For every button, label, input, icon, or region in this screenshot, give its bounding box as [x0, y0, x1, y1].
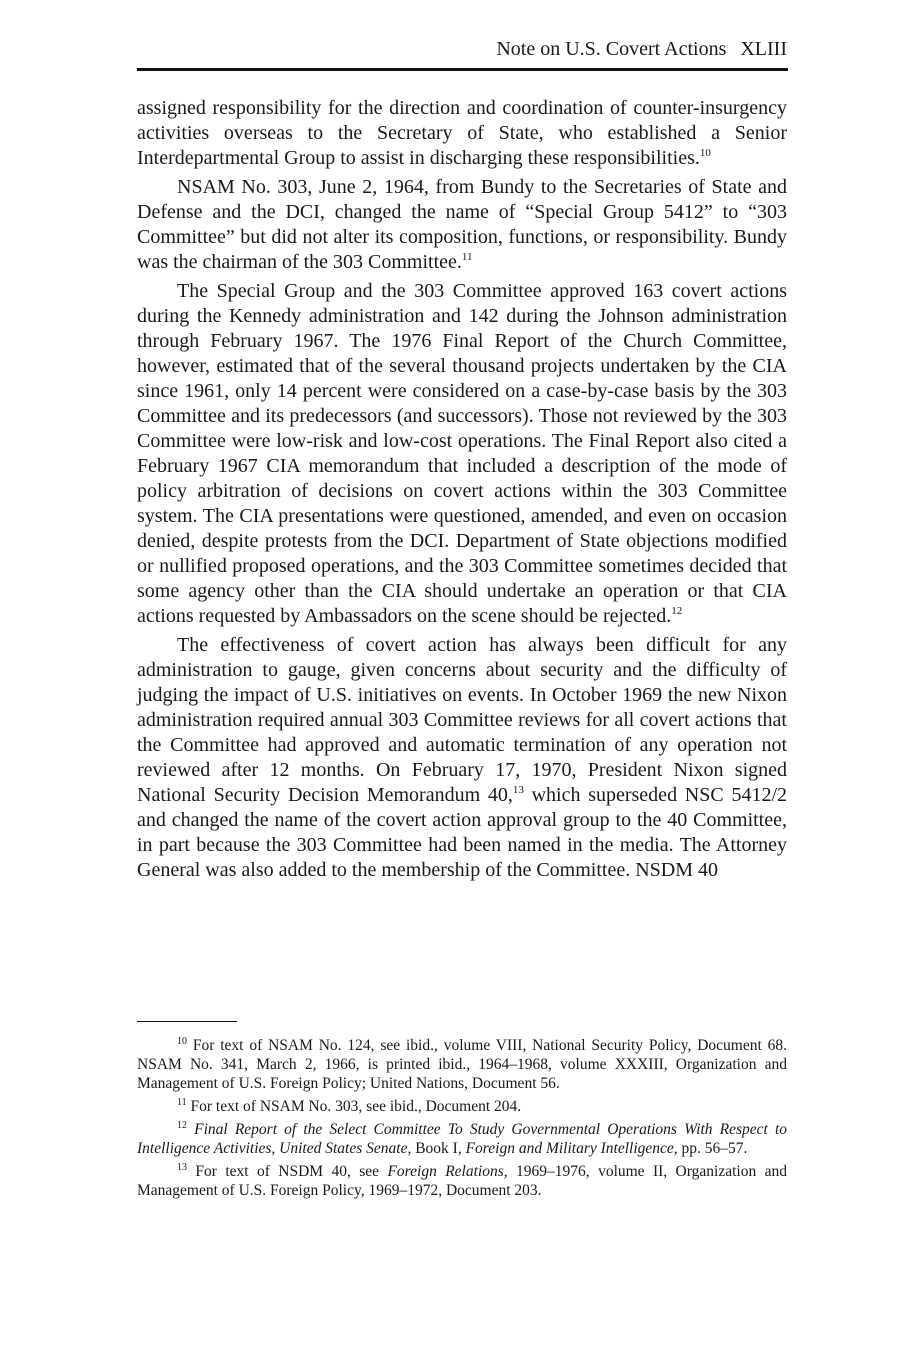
footnote-number: 11: [177, 1097, 187, 1108]
footnote-ref-13[interactable]: 13: [512, 784, 524, 796]
page-number: XLIII: [740, 38, 787, 60]
paragraph-1: assigned responsibility for the direction and coordination of counter-insurgency activities overseas to the Secretary of State, who established a Senior Interdepartmental Group to assist in discharging these responsibilities.$^{10}$: [137, 97, 787, 169]
running-header: [137, 38, 787, 64]
footnote-ref-11[interactable]: 11: [461, 251, 473, 263]
footnote-11: $^{11}$ For text of NSAM No. 303, see ibid., Document 204.: [177, 1097, 522, 1115]
header-rule: [137, 68, 788, 71]
footnote-13: $^{13}$ For text of NSDM 40, see Foreign Relations, 1969–1976, volume II, Organization and Management of U.S. Foreign Policy, 1969–1972, Document 203.: [137, 1162, 787, 1199]
footnote-number: 13: [177, 1162, 187, 1173]
footnote-ref-12[interactable]: 12: [671, 605, 683, 617]
paragraph-3: The Special Group and the 303 Committee approved 163 covert actions during the Kennedy administration and 142 during the Johnson administration through February 1967. The 1976 Final Report of the Church Committee, however, estimated that of the several thousand projects undertaken by the CIA since 1961, only 14 percent were considered on a case-by-case basis by the 303 Committee and its predecessors (and successors). Those not reviewed by the 303 Committee were low-risk and low-cost operations. The Final Report also cited a February 1967 CIA memorandum that included a description of the mode of policy arbitration of decisions on covert actions within the 303 Committee system. The CIA presentations were questioned, amended, and even on occasion denied, despite protests from the DCI. Department of State objections modified or nullified proposed operations, and the 303 Committee sometimes decided that some agency other than the CIA should undertake an operation or that CIA actions requested by Ambassadors on the scene should be rejected.$^{12}$: [137, 280, 787, 627]
footnote-number: 10: [177, 1036, 187, 1047]
running-title: Note on U.S. Covert Actions: [496, 38, 727, 60]
footnote-10: $^{10}$ For text of NSAM No. 124, see ibid., volume VIII, National Security Policy, Document 68. NSAM No. 341, March 2, 1966, is printed ibid., 1964–1968, volume XXXIII, Organization and Management of U.S. Foreign Policy; United Nations, Document 56.: [137, 1036, 788, 1092]
footnote-rule: [137, 1021, 237, 1022]
paragraph-2: NSAM No. 303, June 2, 1964, from Bundy to the Secretaries of State and Defense and the DCI, changed the name of “Special Group 5412” to “303 Committee” but did not alter its composition, functions, or responsibility. Bundy was the chairman of the 303 Committee.$^{11}$: [137, 176, 787, 273]
body-text: [137, 96, 787, 887]
footnote-12: $^{12}$ Final Report of the Select Committee To Study Governmental Operations With Respect to Intelligence Activities, United States Senate, Book I, Foreign and Military Intelligence, pp. 56–57.: [137, 1120, 788, 1157]
footnote-number: 12: [177, 1120, 187, 1131]
footnotes: [137, 1036, 787, 1204]
paragraph-4: The effectiveness of covert action has always been difficult for any administration to gauge, given concerns about security and the difficulty of judging the impact of U.S. initiatives on events. In October 1969 the new Nixon administration required annual 303 Committee reviews for all covert actions that the Committee had approved and automatic termination of any operation not reviewed after 12 months. On February 17, 1970, President Nixon signed National Security Decision Memorandum 40,13 which superseded NSC 5412/2 and changed the name of the covert action approval group to the 40 Committee, in part because the 303 Committee had been named in the media. The Attorney General was also added to the membership of the Committee. NSDM 40: [137, 634, 787, 881]
footnote-ref-10[interactable]: 10: [699, 147, 711, 159]
